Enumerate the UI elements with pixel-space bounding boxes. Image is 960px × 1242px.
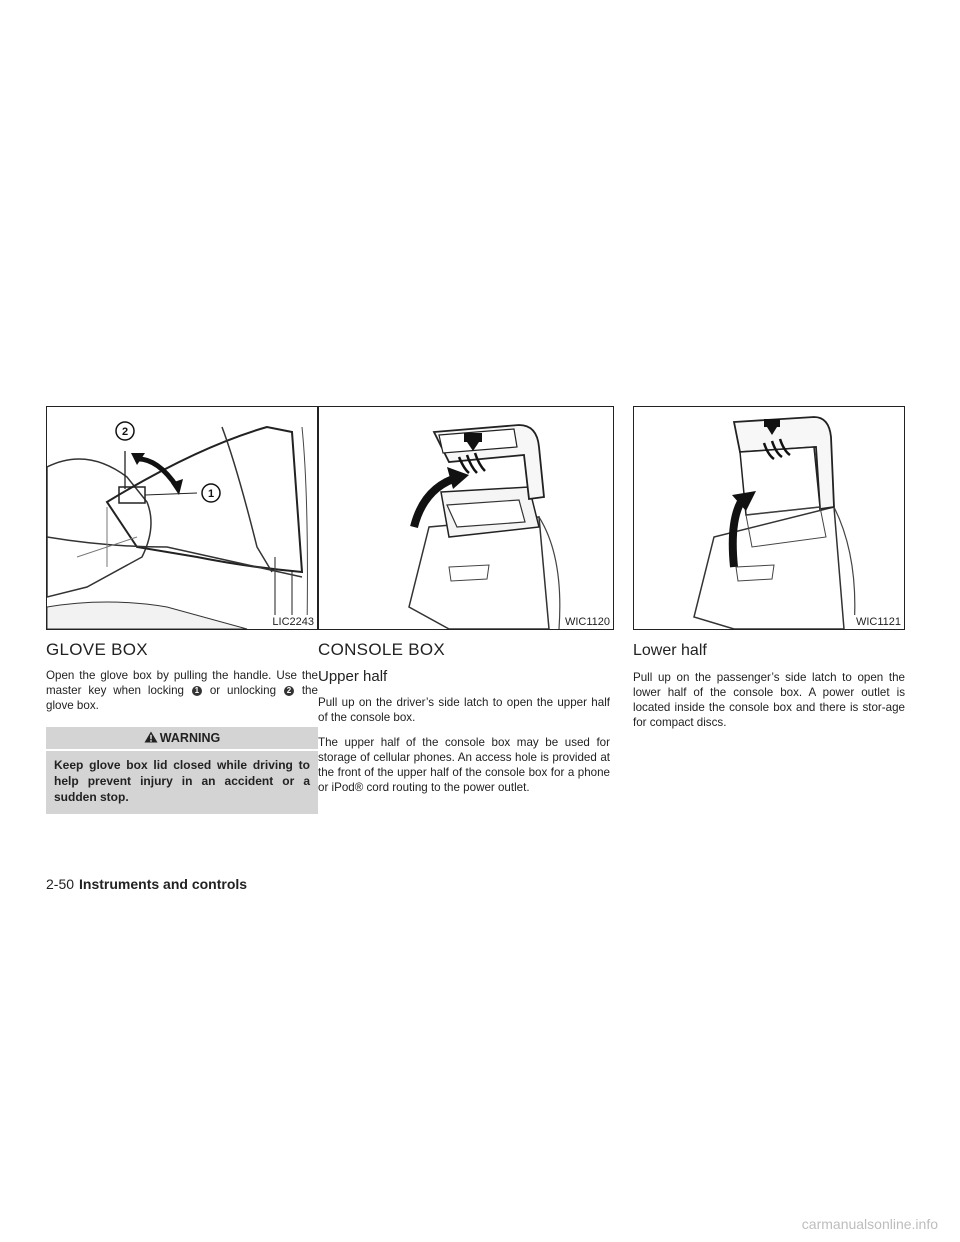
figure-code: WIC1120 <box>562 615 613 629</box>
page-footer <box>46 876 247 892</box>
callout-1-label: 1 <box>207 488 215 500</box>
page-number: 2-50 <box>46 876 75 892</box>
console-box-column <box>318 406 610 805</box>
console-upper-half-illustration <box>318 406 614 630</box>
warning-text: Keep glove box lid closed while driving to help prevent injury in an accident or a sudden stop. <box>46 751 318 814</box>
console-lower-drawing <box>634 407 904 629</box>
warning-box <box>46 727 318 814</box>
chapter-title: Instruments and controls <box>79 876 248 892</box>
subheading-upper-half: Upper half <box>318 668 388 685</box>
lower-half-column <box>633 406 905 740</box>
console-upper-drawing <box>319 407 613 629</box>
figure-code: LIC2243 <box>269 615 317 629</box>
glove-box-para-start: Open the glove box by pulling the handle. Use the master key when locking <box>46 669 318 697</box>
callout-2-label: 2 <box>121 426 129 438</box>
callout-2-icon <box>116 422 134 440</box>
figure-code: WIC1121 <box>853 615 904 629</box>
warning-header <box>46 727 318 749</box>
ref-2-icon: 2 <box>284 686 294 696</box>
glove-box-para-end: the glove box. <box>46 684 318 712</box>
glove-box-para-mid: or unlocking <box>209 684 277 697</box>
section-heading-console-box: CONSOLE BOX <box>318 640 446 659</box>
warning-title: WARNING <box>159 731 221 745</box>
glove-box-paragraph <box>46 668 318 713</box>
glove-box-column <box>46 406 318 814</box>
watermark-link[interactable]: carmanualsonline.info <box>801 1216 938 1232</box>
console-upper-para-1: Pull up on the driver’s side latch to open the upper half of the console box. <box>318 696 610 724</box>
console-lower-half-illustration <box>633 406 905 630</box>
glove-box-illustration <box>46 406 318 630</box>
glove-box-drawing <box>47 407 317 629</box>
console-upper-para-2: The upper half of the console box may be used for storage of cellular phones. An access hole is provided at the front of the upper half of the console box for a phone or iPod® cord routing to the power outlet. <box>318 736 610 794</box>
callout-1-icon <box>202 484 220 502</box>
section-heading-glove-box: GLOVE BOX <box>46 640 148 659</box>
ref-1-icon: 1 <box>192 686 202 696</box>
subheading-lower-half: Lower half <box>633 642 707 659</box>
console-lower-para-1: Pull up on the passenger’s side latch to open the lower half of the console box. A power outlet is located inside the console box and there is stor-age for compact discs. <box>633 671 905 729</box>
warning-triangle-icon <box>144 731 158 743</box>
